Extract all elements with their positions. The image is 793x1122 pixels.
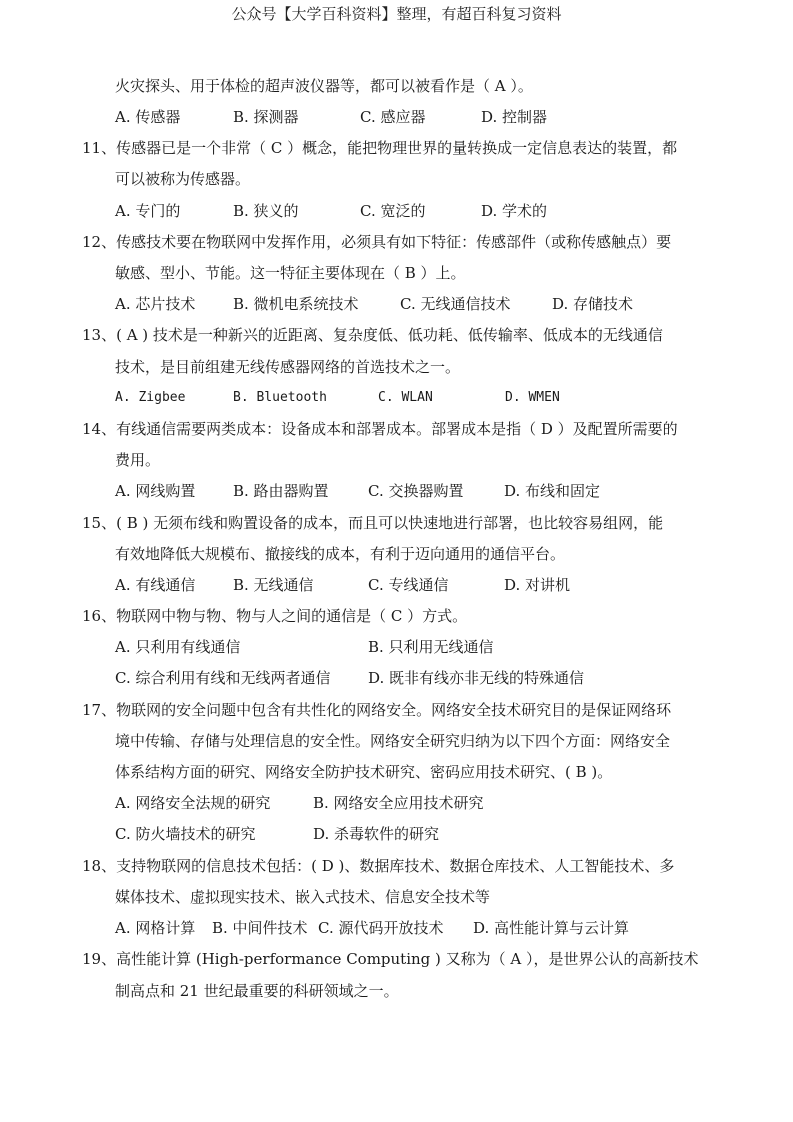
q13-option-d: D. WMEN <box>505 390 560 405</box>
q16-option-d: D. 既非有线亦非无线的特殊通信 <box>368 669 585 687</box>
question-17-line-1: 17、物联网的安全问题中包含有共性化的网络安全。网络安全技术研究目的是保证网络环 <box>82 701 672 719</box>
q13-option-b: B. Bluetooth <box>233 390 327 405</box>
q16-option-c: C. 综合利用有线和无线两者通信 <box>115 669 331 687</box>
q15-option-b: B. 无线通信 <box>233 576 314 594</box>
q14-option-d: D. 布线和固定 <box>504 482 601 500</box>
q16-option-a: A. 只利用有线通信 <box>115 638 241 656</box>
question-15-line-1: 15、( B ) 无须布线和购置设备的成本，而且可以快速地进行部署，也比较容易组网，能 <box>82 514 664 532</box>
question-15-line-2: 有效地降低大规模布、撤接线的成本，有利于迈向通用的通信平台。 <box>115 545 566 563</box>
question-12-line-2: 敏感、型小、节能。这一特征主要体现在（ B ）上。 <box>115 264 466 282</box>
q14-option-c: C. 交换器购置 <box>368 482 464 500</box>
q11-option-a: A. 专门的 <box>115 202 181 220</box>
question-18-line-2: 媒体技术、虚拟现实技术、嵌入式技术、信息安全技术等 <box>115 888 491 906</box>
page-header: 公众号【大学百科资料】整理，有超百科复习资料 <box>231 5 562 23</box>
q12-option-a: A. 芯片技术 <box>115 295 196 313</box>
question-11-line-2: 可以被称为传感器。 <box>115 170 251 188</box>
question-18-line-1: 18、支持物联网的信息技术包括：( D )、数据库技术、数据仓库技术、人工智能技术、多 <box>82 857 675 875</box>
q17-option-b: B. 网络安全应用技术研究 <box>313 794 484 812</box>
q12-option-b: B. 微机电系统技术 <box>233 295 359 313</box>
q10-option-d: D. 控制器 <box>481 108 548 126</box>
q13-option-a: A. Zigbee <box>115 390 186 405</box>
q11-option-b: B. 狭义的 <box>233 202 299 220</box>
question-17-line-3: 体系结构方面的研究、网络安全防护技术研究、密码应用技术研究、( B )。 <box>115 763 613 781</box>
q12-option-c: C. 无线通信技术 <box>400 295 511 313</box>
q18-option-b: B. 中间件技术 <box>212 919 308 937</box>
q10-option-c: C. 感应器 <box>360 108 426 126</box>
question-14-line-2: 费用。 <box>115 451 161 469</box>
q18-option-c: C. 源代码开放技术 <box>318 919 444 937</box>
question-16-line-1: 16、物联网中物与物、物与人之间的通信是（ C ）方式。 <box>82 607 468 625</box>
q10-option-a: A. 传感器 <box>115 108 181 126</box>
question-13-line-1: 13、( A ) 技术是一种新兴的近距离、复杂度低、低功耗、低传输率、低成本的无线通信 <box>82 326 663 344</box>
q14-option-a: A. 网线购置 <box>115 482 196 500</box>
question-10-text: 火灾探头、用于体检的超声波仪器等，都可以被看作是（ A ）。 <box>115 77 533 95</box>
q12-option-d: D. 存储技术 <box>552 295 634 313</box>
q11-option-d: D. 学术的 <box>481 202 548 220</box>
q15-option-d: D. 对讲机 <box>504 576 571 594</box>
q15-option-a: A. 有线通信 <box>115 576 196 594</box>
question-12-line-1: 12、传感技术要在物联网中发挥作用，必须具有如下特征：传感部件（或称传感触点）要 <box>82 233 672 251</box>
q11-option-c: C. 宽泛的 <box>360 202 426 220</box>
question-19-line-2: 制高点和 21 世纪最重要的科研领域之一。 <box>115 982 399 1000</box>
question-14-line-1: 14、有线通信需要两类成本：设备成本和部署成本。部署成本是指（ D ）及配置所需要的 <box>82 420 678 438</box>
q14-option-b: B. 路由器购置 <box>233 482 329 500</box>
q18-option-a: A. 网格计算 <box>115 919 196 937</box>
q16-option-b: B. 只利用无线通信 <box>368 638 494 656</box>
question-19-line-1: 19、高性能计算 (High-performance Computing ) 又称为（ A ），是世界公认的高新技术 <box>82 950 699 968</box>
q15-option-c: C. 专线通信 <box>368 576 449 594</box>
q17-option-c: C. 防火墙技术的研究 <box>115 825 256 843</box>
q13-option-c: C. WLAN <box>378 390 433 405</box>
q18-option-d: D. 高性能计算与云计算 <box>473 919 630 937</box>
question-11-line-1: 11、传感器已是一个非常（ C ）概念，能把物理世界的量转换成一定信息表达的装置，都 <box>82 139 678 157</box>
q10-option-b: B. 探测器 <box>233 108 299 126</box>
q17-option-a: A. 网络安全法规的研究 <box>115 794 271 812</box>
q17-option-d: D. 杀毒软件的研究 <box>313 825 440 843</box>
question-13-line-2: 技术，是目前组建无线传感器网络的首选技术之一。 <box>115 358 461 376</box>
question-17-line-2: 境中传输、存储与处理信息的安全性。网络安全研究归纳为以下四个方面：网络安全 <box>115 732 671 750</box>
